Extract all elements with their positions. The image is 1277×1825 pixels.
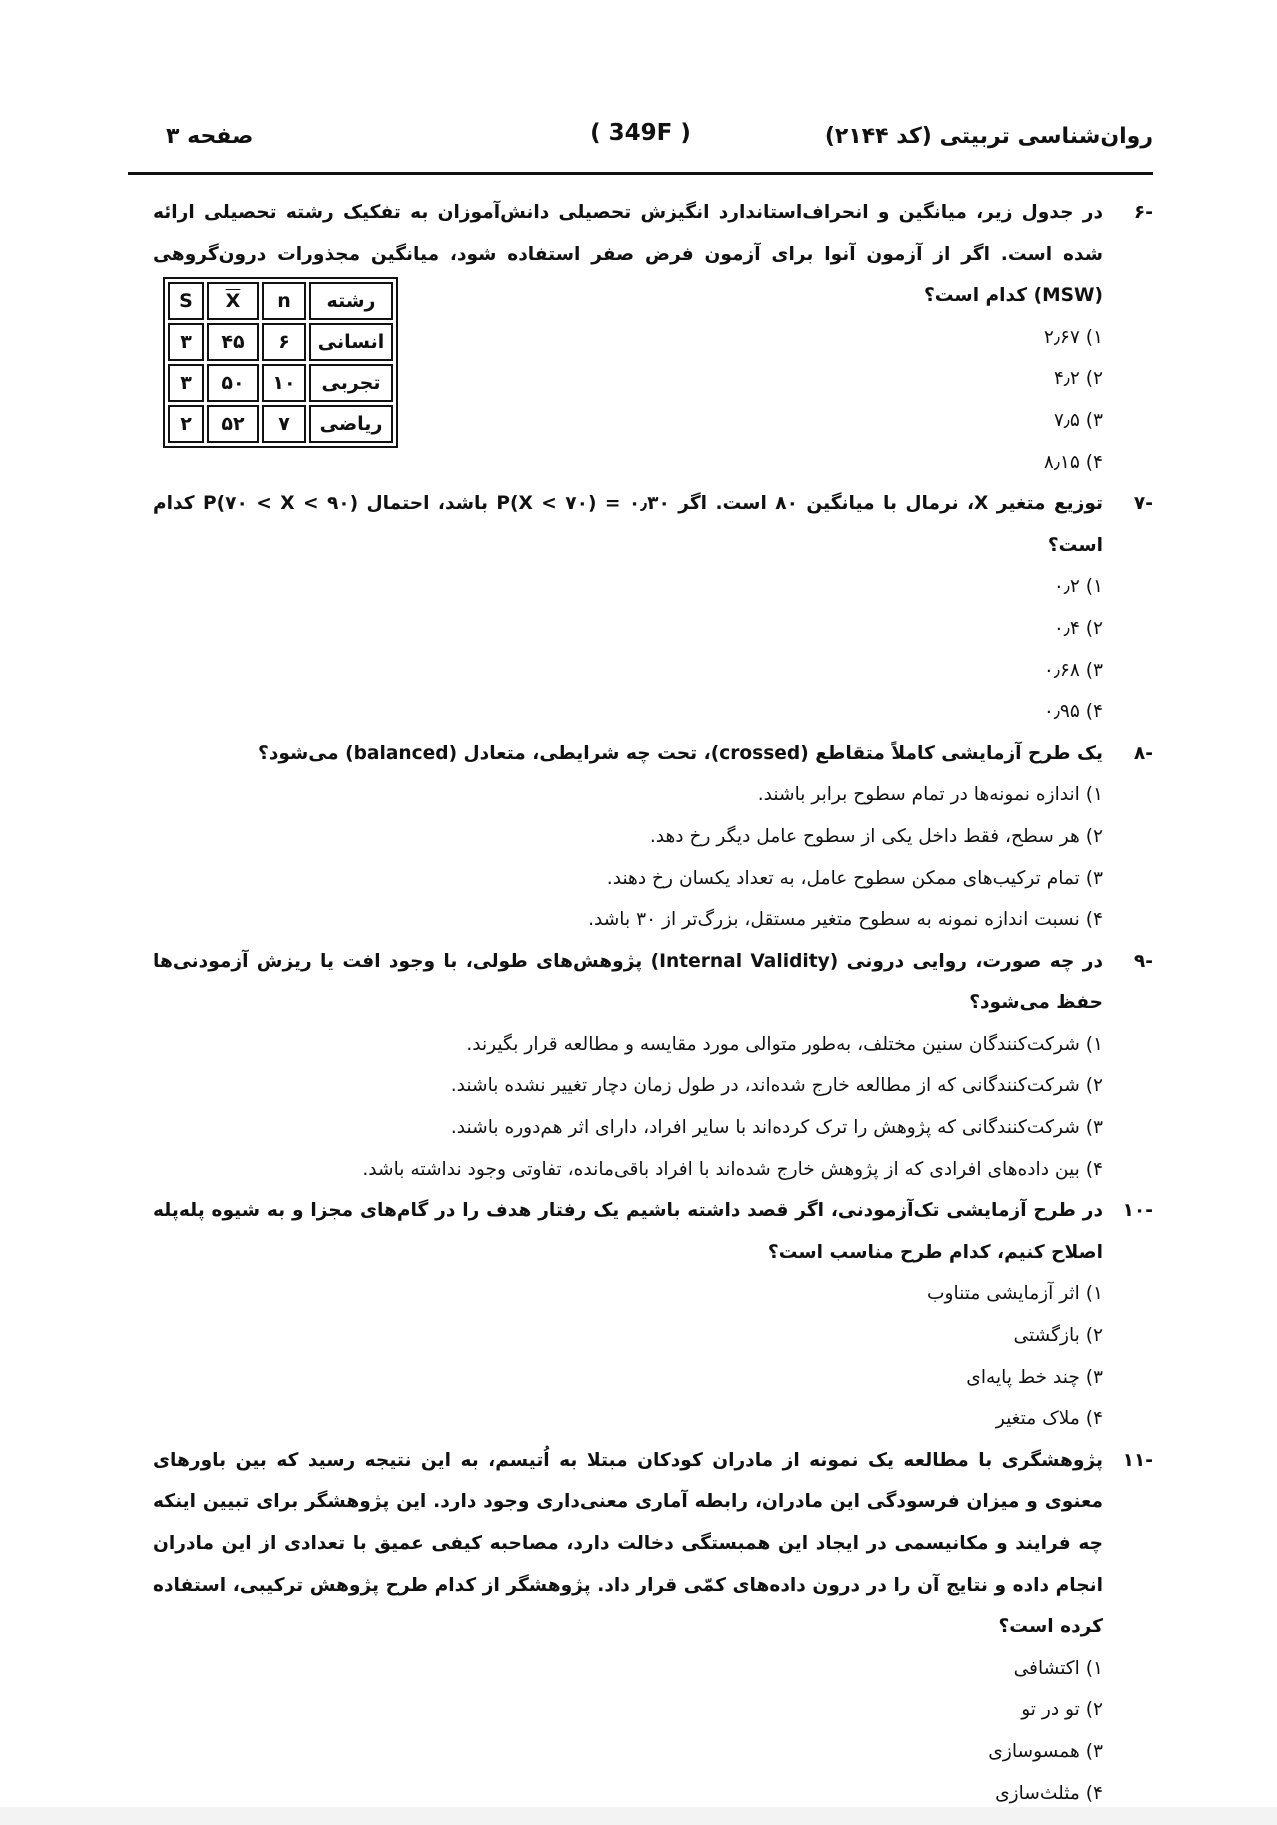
page-number: صفحه ۳ <box>166 124 254 149</box>
question-stem: در جدول زیر، میانگین و انحراف‌استاندارد انگیزش تحصیلی دانش‌آموزان به تفکیک رشته تحصیلی ارائه شده است. اگر از آزمون آنوا برای آزمون فرض صفر استفاده شود، میانگین مجذورات درون‌گروهی (MSW) کدام است؟ <box>153 202 1103 307</box>
table-header-cell: X <box>207 282 259 320</box>
question-stem: در چه صورت، روایی درونی (Internal Validity) پژوهش‌های طولی، با وجود افت یا ریزش آزمودنی‌ها حفظ می‌شود؟ <box>153 950 1103 1014</box>
table-cell: ۴۵ <box>207 323 259 361</box>
question-9 <box>153 941 1153 1191</box>
option-4[interactable]: ۴) ملاک متغیر <box>995 1408 1103 1430</box>
table-cell: ۶ <box>262 323 306 361</box>
table-cell: تجربی <box>309 364 393 402</box>
table-header-cell: S <box>168 282 204 320</box>
table-cell: ۵۲ <box>207 405 259 443</box>
table-header-cell: رشته <box>309 282 393 320</box>
table-cell: ۲ <box>168 405 204 443</box>
page-header <box>128 118 1153 158</box>
option-3[interactable]: ۳) ۰٫۶۸ <box>1043 659 1103 681</box>
question-number: -۸ <box>1133 742 1153 764</box>
page-footer-band <box>0 1807 1277 1825</box>
options-grid <box>153 1273 1103 1439</box>
option-1[interactable]: ۱) اندازه نمونه‌ها در تمام سطوح برابر باشند. <box>757 784 1103 806</box>
question-stem: یک طرح آزمایشی کاملاً متقاطع (crossed)، تحت چه شرایطی، متعادل (balanced) می‌شود؟ <box>258 742 1103 764</box>
question-number: -۱۱ <box>1122 1449 1153 1471</box>
question-number: -۱۰ <box>1122 1200 1153 1222</box>
option-2[interactable]: ۲) هر سطح، فقط داخل یکی از سطوح عامل دیگر رخ دهد. <box>649 825 1103 847</box>
option-2[interactable]: ۲) شرکت‌کنندگانی که از مطالعه خارج شده‌اند، در طول زمان دچار تغییر نشده باشند. <box>450 1075 1103 1097</box>
header-divider <box>128 172 1153 175</box>
question-11 <box>153 1440 1153 1814</box>
question-6 <box>153 192 1153 483</box>
option-2[interactable]: ۲) تو در تو <box>1021 1699 1103 1721</box>
table-cell: ۳ <box>168 364 204 402</box>
option-2[interactable]: ۲) ۰٫۴ <box>1053 617 1103 639</box>
table-cell: انسانی <box>309 323 393 361</box>
option-3[interactable]: ۳) چند خط پایه‌ای <box>966 1366 1103 1388</box>
question-stem: در طرح آزمایشی تک‌آزمودنی، اگر قصد داشته باشیم یک رفتار هدف را در گام‌های مجزا و به شیوه پله‌پله اصلاح کنیم، کدام طرح مناسب است؟ <box>153 1200 1103 1263</box>
table-cell: ۷ <box>262 405 306 443</box>
table-cell: ۵۰ <box>207 364 259 402</box>
option-1[interactable]: ۱) اثر آزمایشی متناوب <box>927 1283 1103 1305</box>
option-4[interactable]: ۴) مثلث‌سازی <box>995 1782 1103 1804</box>
booklet-code: ( 349F ) <box>590 120 691 146</box>
option-1[interactable]: ۱) ۰٫۲ <box>1053 576 1103 598</box>
question-8 <box>153 733 1153 941</box>
option-1[interactable]: ۱) شرکت‌کنندگان سنین مختلف، به‌طور متوالی مورد مقایسه و مطالعه قرار بگیرند. <box>466 1033 1103 1055</box>
options-grid <box>153 1648 1103 1814</box>
questions-list <box>153 192 1153 1814</box>
table-cell: ریاضی <box>309 405 393 443</box>
exam-subject: روان‌شناسی تربیتی (کد ۲۱۴۴) <box>824 124 1153 149</box>
option-4[interactable]: ۴) ۸٫۱۵ <box>1043 451 1103 473</box>
question-stem: توزیع متغیر X، نرمال با میانگین ۸۰ است. اگر P(X < ۷۰) = ۰٫۳۰ باشد، احتمال P(۷۰ < X < ۹۰) کدام است؟ <box>153 493 1103 556</box>
question-7 <box>153 483 1153 733</box>
option-3[interactable]: ۳) همسوسازی <box>988 1740 1103 1762</box>
option-2[interactable]: ۲) بازگشتی <box>1013 1325 1103 1347</box>
question-number: -۷ <box>1133 493 1153 515</box>
option-1[interactable]: ۱) اکتشافی <box>1013 1657 1103 1679</box>
option-4[interactable]: ۴) نسبت اندازه نمونه به سطوح متغیر مستقل، بزرگ‌تر از ۳۰ باشد. <box>588 909 1103 931</box>
question-number: -۹ <box>1133 950 1153 972</box>
option-3[interactable]: ۳) تمام ترکیب‌های ممکن سطوح عامل، به تعداد یکسان رخ دهند. <box>606 867 1103 889</box>
option-3[interactable]: ۳) ۷٫۵ <box>1053 409 1103 431</box>
question-number: -۶ <box>1133 202 1153 223</box>
option-3[interactable]: ۳) شرکت‌کنندگانی که پژوهش را ترک کرده‌اند با سایر افراد، دارای اثر هم‌دوره باشند. <box>450 1117 1103 1139</box>
question-10 <box>153 1190 1153 1440</box>
option-4[interactable]: ۴) بین داده‌های افرادی که از پژوهش خارج شده‌اند با افراد باقی‌مانده، تفاوتی وجود نداشته باشد. <box>362 1158 1103 1180</box>
table-cell: ۳ <box>168 323 204 361</box>
table-cell: ۱۰ <box>262 364 306 402</box>
option-2[interactable]: ۲) ۴٫۲ <box>1053 368 1103 390</box>
table-header-cell: n <box>262 282 306 320</box>
question-stem: پژوهشگری با مطالعه یک نمونه از مادران کودکان مبتلا به اُتیسم، به این نتیجه رسید که بین باورهای معنوی و میزان فرسودگی این مادران، رابطه آماری معنی‌داری وجود دارد. این پژوهشگر برای تبیین اینکه چه فرایند و مکانیسمی در ایجاد این همبستگی دخالت دارد، مصاحبه کیفی عمیق با تعدادی از این مادران انجام داده و نتایج آن را در درون داده‌های کمّی قرار داد. پژوهشگر از کدام طرح پژوهش ترکیبی، استفاده کرده است؟ <box>153 1449 1103 1638</box>
option-4[interactable]: ۴) ۰٫۹۵ <box>1043 701 1103 723</box>
option-1[interactable]: ۱) ۲٫۶۷ <box>1043 326 1103 348</box>
